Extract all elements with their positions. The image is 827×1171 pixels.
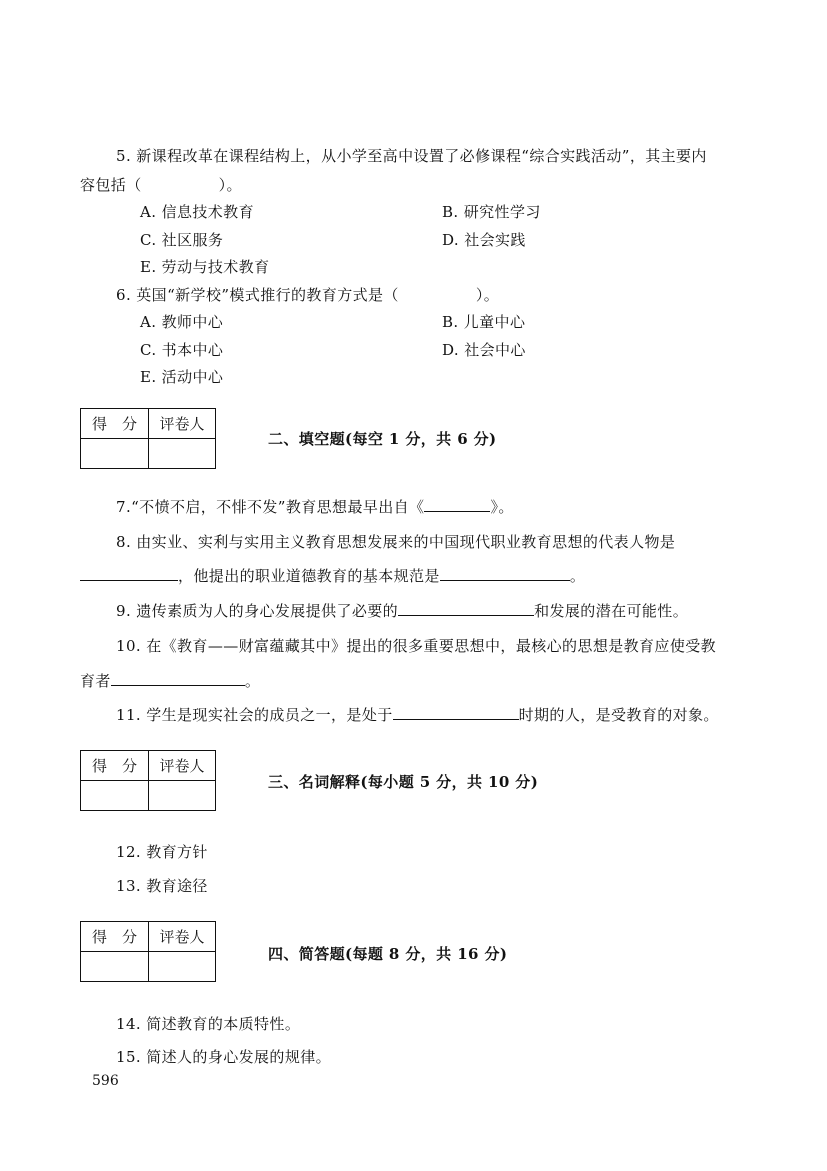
q11: [116, 705, 719, 725]
grader-cell: [149, 439, 216, 469]
score-box-section2: [80, 408, 216, 469]
score-label: 得 分: [81, 751, 149, 781]
q5-option-a: A. 信息技术教育: [140, 203, 254, 221]
q13: 13. 教育途径: [116, 877, 208, 895]
q12: 12. 教育方针: [116, 843, 208, 861]
score-cell: [81, 952, 149, 982]
q11-text-b: 时期的人，是受教育的对象。: [518, 706, 719, 724]
q8-text-c: 。: [569, 567, 586, 585]
grader-label: 评卷人: [149, 751, 216, 781]
q9-blank: [398, 601, 534, 616]
q5-stem-line2: 容包括（ ）。: [80, 176, 242, 194]
grader-cell: [149, 781, 216, 811]
q8-text-b: ，他提出的职业道德教育的基本规范是: [178, 567, 440, 585]
q6-option-c: C. 书本中心: [140, 341, 224, 359]
q5-option-d: D. 社会实践: [442, 231, 526, 249]
q9-text-b: 和发展的潜在可能性。: [534, 602, 689, 620]
q5-option-e: E. 劳动与技术教育: [140, 258, 270, 276]
q5-option-c: C. 社区服务: [140, 231, 224, 249]
score-box-section4: [80, 921, 216, 982]
q10-text-a: 育者: [80, 672, 111, 690]
q7-blank: [424, 497, 490, 512]
q14: 14. 简述教育的本质特性。: [116, 1015, 301, 1033]
q7-text-b: 》。: [490, 498, 514, 516]
q5-stem-line1: 5. 新课程改革在课程结构上，从小学至高中设置了必修课程“综合实践活动”，其主要内: [116, 147, 707, 165]
q7-text-a: 7.“不愤不启，不悱不发”教育思想最早出自《: [116, 498, 425, 516]
score-cell: [81, 439, 149, 469]
score-box-section3: [80, 750, 216, 811]
q5-option-b: B. 研究性学习: [442, 203, 541, 221]
score-label: 得 分: [81, 409, 149, 439]
q9: [116, 601, 688, 621]
q8-blank1: [80, 566, 178, 581]
grader-label: 评卷人: [149, 409, 216, 439]
section3-title: 三、名词解释(每小题 5 分，共 10 分): [268, 773, 539, 791]
section2-title: 二、填空题(每空 1 分，共 6 分): [268, 430, 497, 448]
section4-title: 四、简答题(每题 8 分，共 16 分): [268, 945, 508, 963]
grader-cell: [149, 952, 216, 982]
q10-line1: 10. 在《教育——财富蕴藏其中》提出的很多重要思想中，最核心的思想是教育应使受教: [116, 637, 717, 655]
q6-stem: 6. 英国“新学校”模式推行的教育方式是（ ）。: [116, 286, 500, 304]
page-number: 596: [92, 1073, 119, 1089]
score-cell: [81, 781, 149, 811]
q9-text-a: 9. 遗传素质为人的身心发展提供了必要的: [116, 602, 399, 620]
q7: [116, 497, 514, 517]
q10-text-b: 。: [244, 672, 261, 690]
q6-option-e: E. 活动中心: [140, 368, 224, 386]
q6-option-a: A. 教师中心: [140, 313, 224, 331]
grader-label: 评卷人: [149, 922, 216, 952]
q15: 15. 简述人的身心发展的规律。: [116, 1048, 332, 1066]
q8-blank2: [440, 566, 570, 581]
q11-text-a: 11. 学生是现实社会的成员之一，是处于: [116, 706, 393, 724]
q10-blank: [111, 671, 245, 686]
q11-blank: [393, 705, 519, 720]
q8-line2: [80, 566, 585, 586]
q6-option-d: D. 社会中心: [442, 341, 526, 359]
score-label: 得 分: [81, 922, 149, 952]
q10-line2: [80, 671, 260, 691]
q6-option-b: B. 儿童中心: [442, 313, 526, 331]
q8-line1: 8. 由实业、实利与实用主义教育思想发展来的中国现代职业教育思想的代表人物是: [116, 533, 676, 551]
